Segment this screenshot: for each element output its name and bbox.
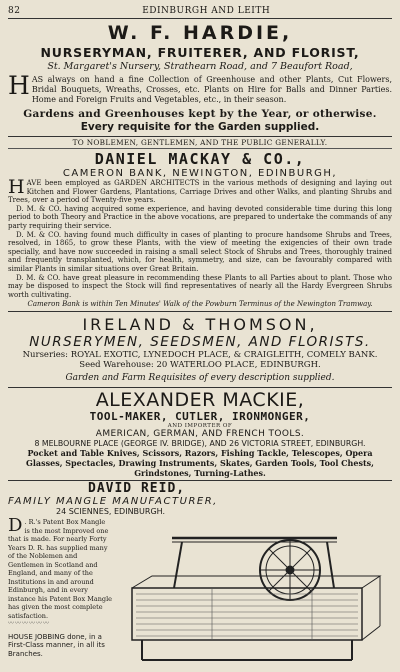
mangle-illustration	[112, 518, 382, 668]
mackay-footer: Cameron Bank is within Ten Minutes' Walk of the Powburn Terminus of the Newington Tramway.	[27, 300, 373, 309]
ireland-slogan: Garden and Farm Requisites of every description supplied.	[65, 373, 335, 384]
mackay-dropcap: H	[8, 176, 25, 198]
hardie-trades: NURSERYMAN, FRUITERER, AND FLORIST,	[40, 45, 360, 60]
ireland-nurseries: Nurseries: ROYAL EXOTIC, LYNEDOCH PLACE, & CRAIGLEITH, COMELY BANK.	[22, 350, 378, 361]
hardie-name: W. F. HARDIE,	[107, 22, 293, 44]
mackie-trades: TOOL-MAKER, CUTLER, IRONMONGER,	[89, 410, 311, 424]
mackie-address: 8 MELBOURNE PLACE (GEORGE IV. BRIDGE), AND 26 VICTORIA STREET, EDINBURGH.	[34, 439, 366, 449]
mangle-engraving	[112, 518, 392, 666]
reid-body-row	[8, 515, 392, 666]
mackay-paragraph-4: D. M. & CO. have great pleasure in recommending these Plants to all Parties about to plant. Those who may be disposed to inspect the Stock will find representatives of nearly all the Hardy Evergreen Shrubs worth cultivating.	[8, 273, 392, 299]
mackie-importer: AND IMPORTER OF	[167, 423, 233, 430]
reid-address: 24 SCIENNES, EDINBURGH.	[56, 507, 166, 517]
mackay-paragraph-3: D. M. & CO. having found much difficulty in cases of planting to procure handsome Shrubs and Trees, resolved, in 1865, to grow these Plants, with the view of meeting the exigencies of their own trade specially, and have now succeeded in raising a small select Stock of Shrubs and Trees, thoroughly trained and frequently transplanted, which, for health, symmetry, and size, can be favourably compared with similar Plants in similar situations over Great Britain.	[8, 230, 392, 273]
mackay-paragraph-2: D. M. & CO. having acquired some experience, and having devoted considerable time during this long period to both Theory and Practice in the above vocations, are prepared to undertake the commands of any party requiring their service.	[8, 204, 392, 230]
ireland-trades: NURSERYMEN, SEEDSMEN, AND FLORISTS.	[29, 334, 371, 351]
reid-dropcap: D	[8, 515, 23, 537]
reid-description	[8, 515, 112, 666]
ireland-advert	[8, 315, 392, 388]
mackie-origins: AMERICAN, GERMAN, AND FRENCH TOOLS.	[95, 429, 305, 440]
mackie-goods: Pocket and Table Knives, Scissors, Razors, Fishing Tackle, Telescopes, Opera Glasses, Spectacles, Drawing Instruments, Skates, Garden Tools, Tool Chests, Grindstones, Turning-Lathes.	[26, 448, 374, 479]
mackay-name: DANIEL MACKAY & CO.,	[94, 150, 306, 168]
hardie-gardens-line: Gardens and Greenhouses kept by the Year, or otherwise.	[23, 108, 377, 120]
page	[8, 6, 392, 658]
mackay-paragraph-1	[8, 176, 392, 205]
running-title: EDINBURGH AND LEITH	[142, 6, 271, 16]
hardie-description	[8, 71, 392, 105]
mackie-name: ALEXANDER MACKIE,	[95, 389, 305, 412]
hardie-advert	[8, 22, 392, 137]
reid-jobbing: HOUSE JOBBING done, in a First-Class manner, in all its Branches.	[8, 632, 105, 658]
mackay-banner: TO NOBLEMEN, GENTLEMEN, AND THE PUBLIC GENERALLY.	[8, 137, 392, 149]
mackay-address: CAMERON BANK, NEWINGTON, EDINBURGH,	[62, 168, 338, 179]
reid-trade: FAMILY MANGLE MANUFACTURER,	[8, 496, 218, 508]
hardie-dropcap: H	[8, 71, 30, 100]
reid-name: DAVID REID,	[88, 481, 186, 497]
wavy-rule: 〰〰〰〰〰〰	[8, 620, 51, 628]
hardie-address: St. Margaret's Nursery, Strathearn Road, and 7 Beaufort Road,	[47, 61, 353, 72]
hardie-body: AS always on hand a fine Collection of Greenhouse and other Plants, Cut Flowers, Bridal Bouquets, Wreaths, Crosses, etc. Plants on Hire for Balls and Dinner Parties. Home and Foreign Fruits and Vegetables, etc., in their season.	[31, 75, 392, 104]
ireland-warehouse: Seed Warehouse: 20 WATERLOO PLACE, EDINBURGH.	[79, 360, 321, 371]
mackie-advert	[8, 390, 392, 481]
ireland-name: IRELAND & THOMSON,	[82, 315, 318, 335]
mackay-advert	[8, 137, 392, 312]
reid-advert	[8, 481, 392, 666]
hardie-requisite-line: Every requisite for the Garden supplied.	[80, 121, 320, 133]
mackay-p1-text: AVE been employed as GARDEN ARCHITECTS in the various methods of designing and laying out Kitchen and Flower Gardens, Plantations, Carriage Drives and other Walks, and planting Shrubs and Trees, over a period of Twenty-five years.	[8, 179, 392, 205]
page-number: 82	[8, 6, 21, 16]
running-header	[8, 6, 392, 19]
reid-body: . R.'s Patent Box Mangle is the most Improved one that is made. For nearly Forty Years D. R. has supplied many of the Noblemen and Gentlemen in Scotland and England, and many of the Institutions in and around Edinburgh, and in every instance his Patent Box Mangle has given the most complete satisfaction.	[8, 518, 112, 620]
mackay-description	[8, 176, 392, 299]
